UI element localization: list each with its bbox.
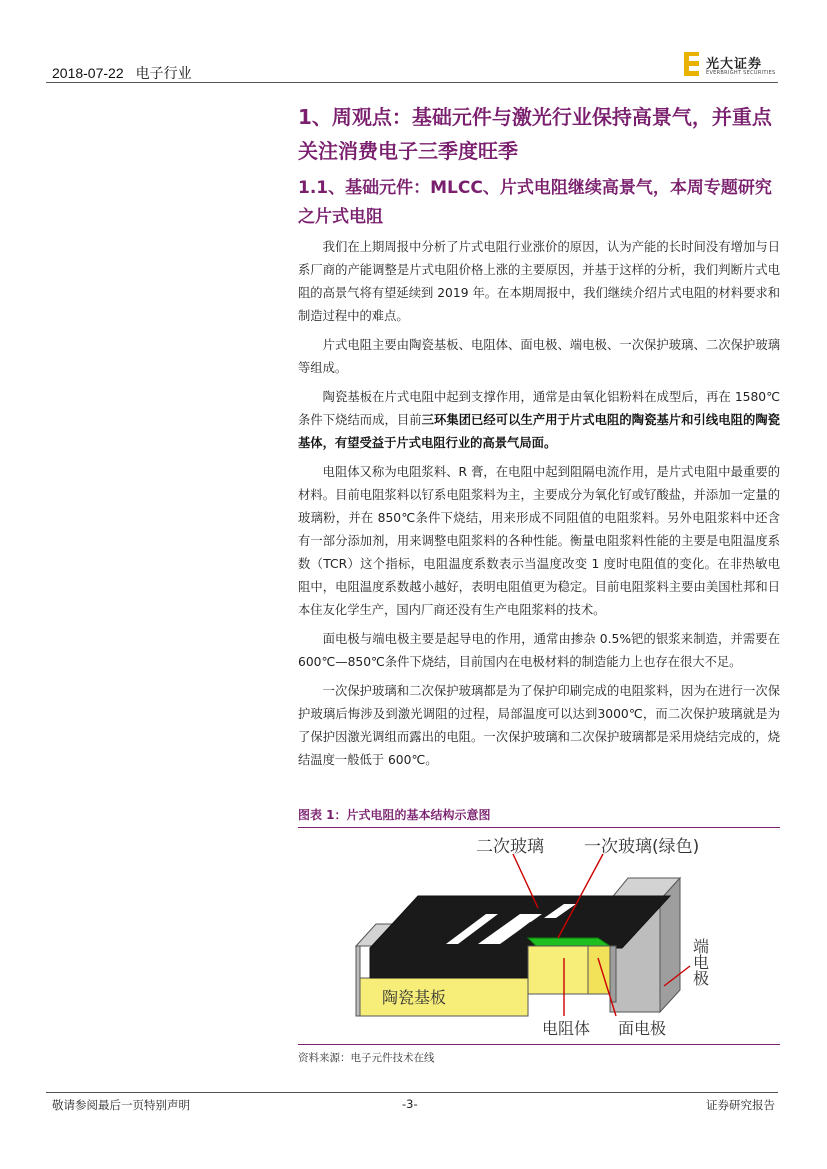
logo-name-en: EVERBRIGHT SECURITIES xyxy=(706,70,776,76)
report-date: 2018-07-22 xyxy=(52,65,124,81)
label-ceramic-substrate: 陶瓷基板 xyxy=(382,988,447,1007)
section-title: 1、周观点：基础元件与激光行业保持高景气，并重点关注消费电子三季度旺季 xyxy=(298,105,772,163)
header-divider xyxy=(46,82,778,83)
figure-bottom-rule xyxy=(298,1044,780,1045)
paragraph-4: 电阻体又称为电阻浆料、R 膏，在电阻中起到阻隔电流作用，是片式电阻中最重要的材料。目前电阻浆料以钌系电阻浆料为主，主要成分为氧化钌或钌酸盐，并添加一定量的玻璃粉，并在 850℃条件下烧结，用来形成不同阻值的电阻浆料。另外电阻浆料中还含有一部分添加剂，用来调整电阻浆料的各种性能。衡量电阻浆料性能的主要是电阻温度系数（TCR）这个指标，电阻温度系数表示当温度改变 1 度时电阻值的变化。在非热敏电阻中，电阻温度系数越小越好，表明电阻值更为稳定。目前电阻浆料主要由美国杜邦和日本住友化学生产，国内厂商还没有生产电阻浆料的技术。 xyxy=(298,465,780,617)
logo-name-cn: 光大证券 xyxy=(706,57,763,72)
everbright-logo xyxy=(684,52,794,82)
primary-glass xyxy=(528,938,610,946)
chip-resistor-diagram xyxy=(298,826,780,1042)
paragraph-3 xyxy=(298,386,780,455)
body-text xyxy=(298,236,780,778)
paragraph-5: 面电极与端电极主要是起导电的作用，通常由掺杂 0.5%钯的银浆来制造，并需要在 600℃—850℃条件下烧结，目前国内在电极材料的制造能力上也存在很大不足。 xyxy=(298,632,780,669)
report-date-industry xyxy=(52,63,192,83)
page-number: -3- xyxy=(402,1097,418,1111)
paragraph-6: 一次保护玻璃和二次保护玻璃都是为了保护印刷完成的电阻浆料，因为在进行一次保护玻璃后悔涉及到激光调阻的过程，局部温度可以达到3000℃，而二次保护玻璃就是为了保护因激光调组而露出的电阻。一次保护玻璃和二次保护玻璃都是采用烧结完成的，烧结温度一般低于 600℃。 xyxy=(298,684,780,767)
inner-terminal xyxy=(610,946,616,1002)
label-terminal-electrode-text: 端电极 xyxy=(690,938,710,986)
logo-mark-icon xyxy=(684,52,699,76)
paragraph-3-text: 陶瓷基板在片式电阻中起到支撑作用，通常是由氧化铝粉料在成型后，再在 1580℃条件下烧结而成，目前 xyxy=(298,390,780,427)
paragraph-1: 我们在上期周报中分析了片式电阻行业涨价的原因，认为产能的长时间没有增加与日系厂商的产能调整是片式电阻价格上涨的主要原因，并基于这样的分析，我们判断片式电阻的高景气将有望延续到 2019 年。在本期周报中，我们继续介绍片式电阻的材料要求和制造过程中的难点。 xyxy=(298,240,780,323)
figure-title: 图表 1：片式电阻的基本结构示意图 xyxy=(298,806,780,828)
label-surface-electrode: 面电极 xyxy=(618,1019,667,1038)
label-secondary-glass: 二次玻璃 xyxy=(476,837,544,857)
label-resistor-body: 电阻体 xyxy=(542,1019,591,1038)
label-primary-glass: 一次玻璃(绿色) xyxy=(584,837,700,857)
footer-disclaimer: 敬请参阅最后一页特别声明 xyxy=(52,1098,190,1112)
label-terminal-electrode xyxy=(691,938,710,986)
subsection-title: 1.1、基础元件：MLCC、片式电阻继续高景气，本周专题研究之片式电阻 xyxy=(298,178,772,227)
paragraph-3-bold: 三环集团已经可以生产用于片式电阻的陶瓷基片和引线电阻的陶瓷基体，有望受益于片式电阻行业的高景气局面。 xyxy=(298,413,780,450)
footer-divider xyxy=(46,1092,778,1093)
figure-source: 资料来源：电子元件技术在线 xyxy=(298,1052,435,1064)
industry-label: 电子行业 xyxy=(135,65,192,81)
substrate-side xyxy=(356,946,360,1016)
footer-report-type: 证券研究报告 xyxy=(706,1098,775,1112)
paragraph-2: 片式电阻主要由陶瓷基板、电阻体、面电极、端电极、一次保护玻璃、二次保护玻璃等组成。 xyxy=(298,338,780,375)
